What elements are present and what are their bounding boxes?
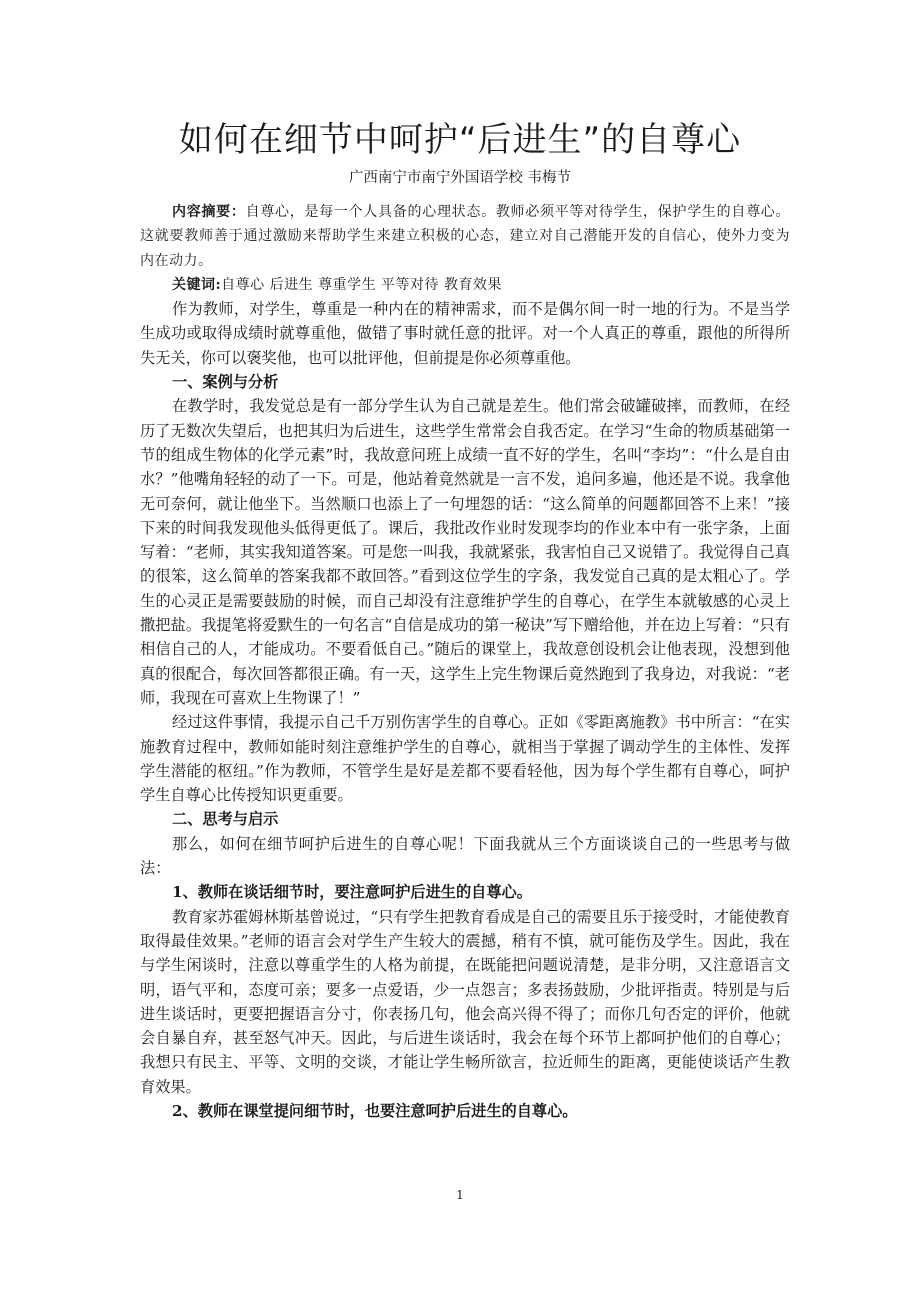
document-body: [140, 200, 790, 1123]
author-line: 广西南宁市南宁外国语学校 韦梅节: [348, 170, 572, 186]
abstract-text: 自尊心，是每一个人具备的心理状态。教师必须平等对待学生，保护学生的自尊心。这就要教师善于通过激励来帮助学生来建立积极的心态，建立对自己潜能开发的自信心，使外力变为内在动力。: [140, 204, 791, 269]
subheading-conversation: 1、教师在谈话细节时，要注意呵护后进生的自尊心。: [172, 883, 532, 902]
case-paragraph: 在教学时，我发觉总是有一部分学生认为自己就是差生。他们常会破罐破摔，而教师，在经历了无数次失望后，也把其归为后进生，这些学生常常会自我否定。在学习“生命的物质基础第一节的组成生物体的化学元素”时，我故意问班上成绩一直不好的学生，名叫“李均”：“什么是自由水？”他嘴角轻轻的动了一下。可是，他站着竟然就是一言不发，追问多遍，他还是不说。我拿他无可奈何，就让他坐下。当然顺口也添上了一句埋怨的话：“这么简单的问题都回答不上来！”接下来的时间我发现他头低得更低了。课后，我批改作业时发现李均的作业本中有一张字条，上面写着：“老师，其实我知道答案。可是您一叫我，我就紧张，我害怕自己又说错了。我觉得自己真的很笨，这么简单的答案我都不敢回答。”看到这位学生的字条，我发觉自己真的是太粗心了。学生的心灵正是需要鼓励的时候，而自己却没有注意维护学生的自尊心，在学生本就敏感的心灵上撒把盐。我提笔将爱默生的一句名言“自信是成功的第一秘诀”写下赠给他，并在边上写着：“只有相信自己的人，才能成功。不要看低自己。”随后的课堂上，我故意创设机会让他表现，没想到他真的很配合，每次回答都很正确。有一天，这学生上完生物课后竟然跑到了我身边，对我说：“老师，我现在可喜欢上生物课了！”: [140, 397, 790, 707]
abstract-label: 内容摘要：: [172, 204, 246, 220]
abstract: [140, 200, 790, 273]
section-heading-thoughts: 二、思考与启示: [172, 810, 279, 829]
intro-paragraph: 作为教师，对学生，尊重是一种内在的精神需求，而不是偶尔间一时一地的行为。不是当学生成功或取得成绩时就尊重他，做错了事时就任意的批评。对一个人真正的尊重，跟他的所得所失无关，你可以褒奖他，也可以批评他，但前提是你必须尊重他。: [140, 300, 790, 367]
document-title: 如何在细节中呵护“后进生”的自尊心: [178, 120, 742, 160]
page-number: 1: [456, 1188, 464, 1202]
keywords-label: 关键词:: [172, 276, 222, 293]
keywords: [140, 273, 790, 297]
subheading-questioning: 2、教师在课堂提问细节时，也要注意呵护后进生的自尊心。: [172, 1101, 578, 1120]
keywords-text: 自尊心 后进生 尊重学生 平等对待 教育效果: [221, 276, 502, 293]
conversation-paragraph: 教育家苏霍姆林斯基曾说过，“只有学生把教育看成是自己的需要且乐于接受时，才能使教育取得最佳效果。”老师的语言会对学生产生较大的震撼，稍有不慎，就可能伤及学生。因此，我在与学生闲谈时，注意以尊重学生的人格为前提，在既能把问题说清楚，是非分明，又注意语言文明，语气平和，态度可亲；要多一点爱语，少一点怨言；多表扬鼓励，少批评指责。特别是与后进生谈话时，更要把握语言分寸，你表扬几句，他会高兴得不得了；而你几句否定的评价，他就会自暴自弃，甚至怒气冲天。因此，与后进生谈话时，我会在每个环节上都呵护他们的自尊心；我想只有民主、平等、文明的交谈，才能让学生畅所欲言，拉近师生的距离，更能使谈话产生教育效果。: [140, 907, 790, 1096]
section-heading-case: 一、案例与分析: [172, 373, 279, 392]
reflection-paragraph: 经过这件事情，我提示自己千万别伤害学生的自尊心。正如《零距离施教》书中所言：“在实施教育过程中，教师如能时刻注意维护学生的自尊心，就相当于掌握了调动学生的主体性、发挥学生潜能的枢纽。”作为教师，不管学生是好是差都不要看轻他，因为每个学生都有自尊心，呵护学生自尊心比传授知识更重要。: [140, 713, 790, 805]
thoughts-intro-paragraph: 那么，如何在细节呵护后进生的自尊心呢！下面我就从三个方面谈谈自己的一些思考与做法：: [140, 834, 790, 878]
